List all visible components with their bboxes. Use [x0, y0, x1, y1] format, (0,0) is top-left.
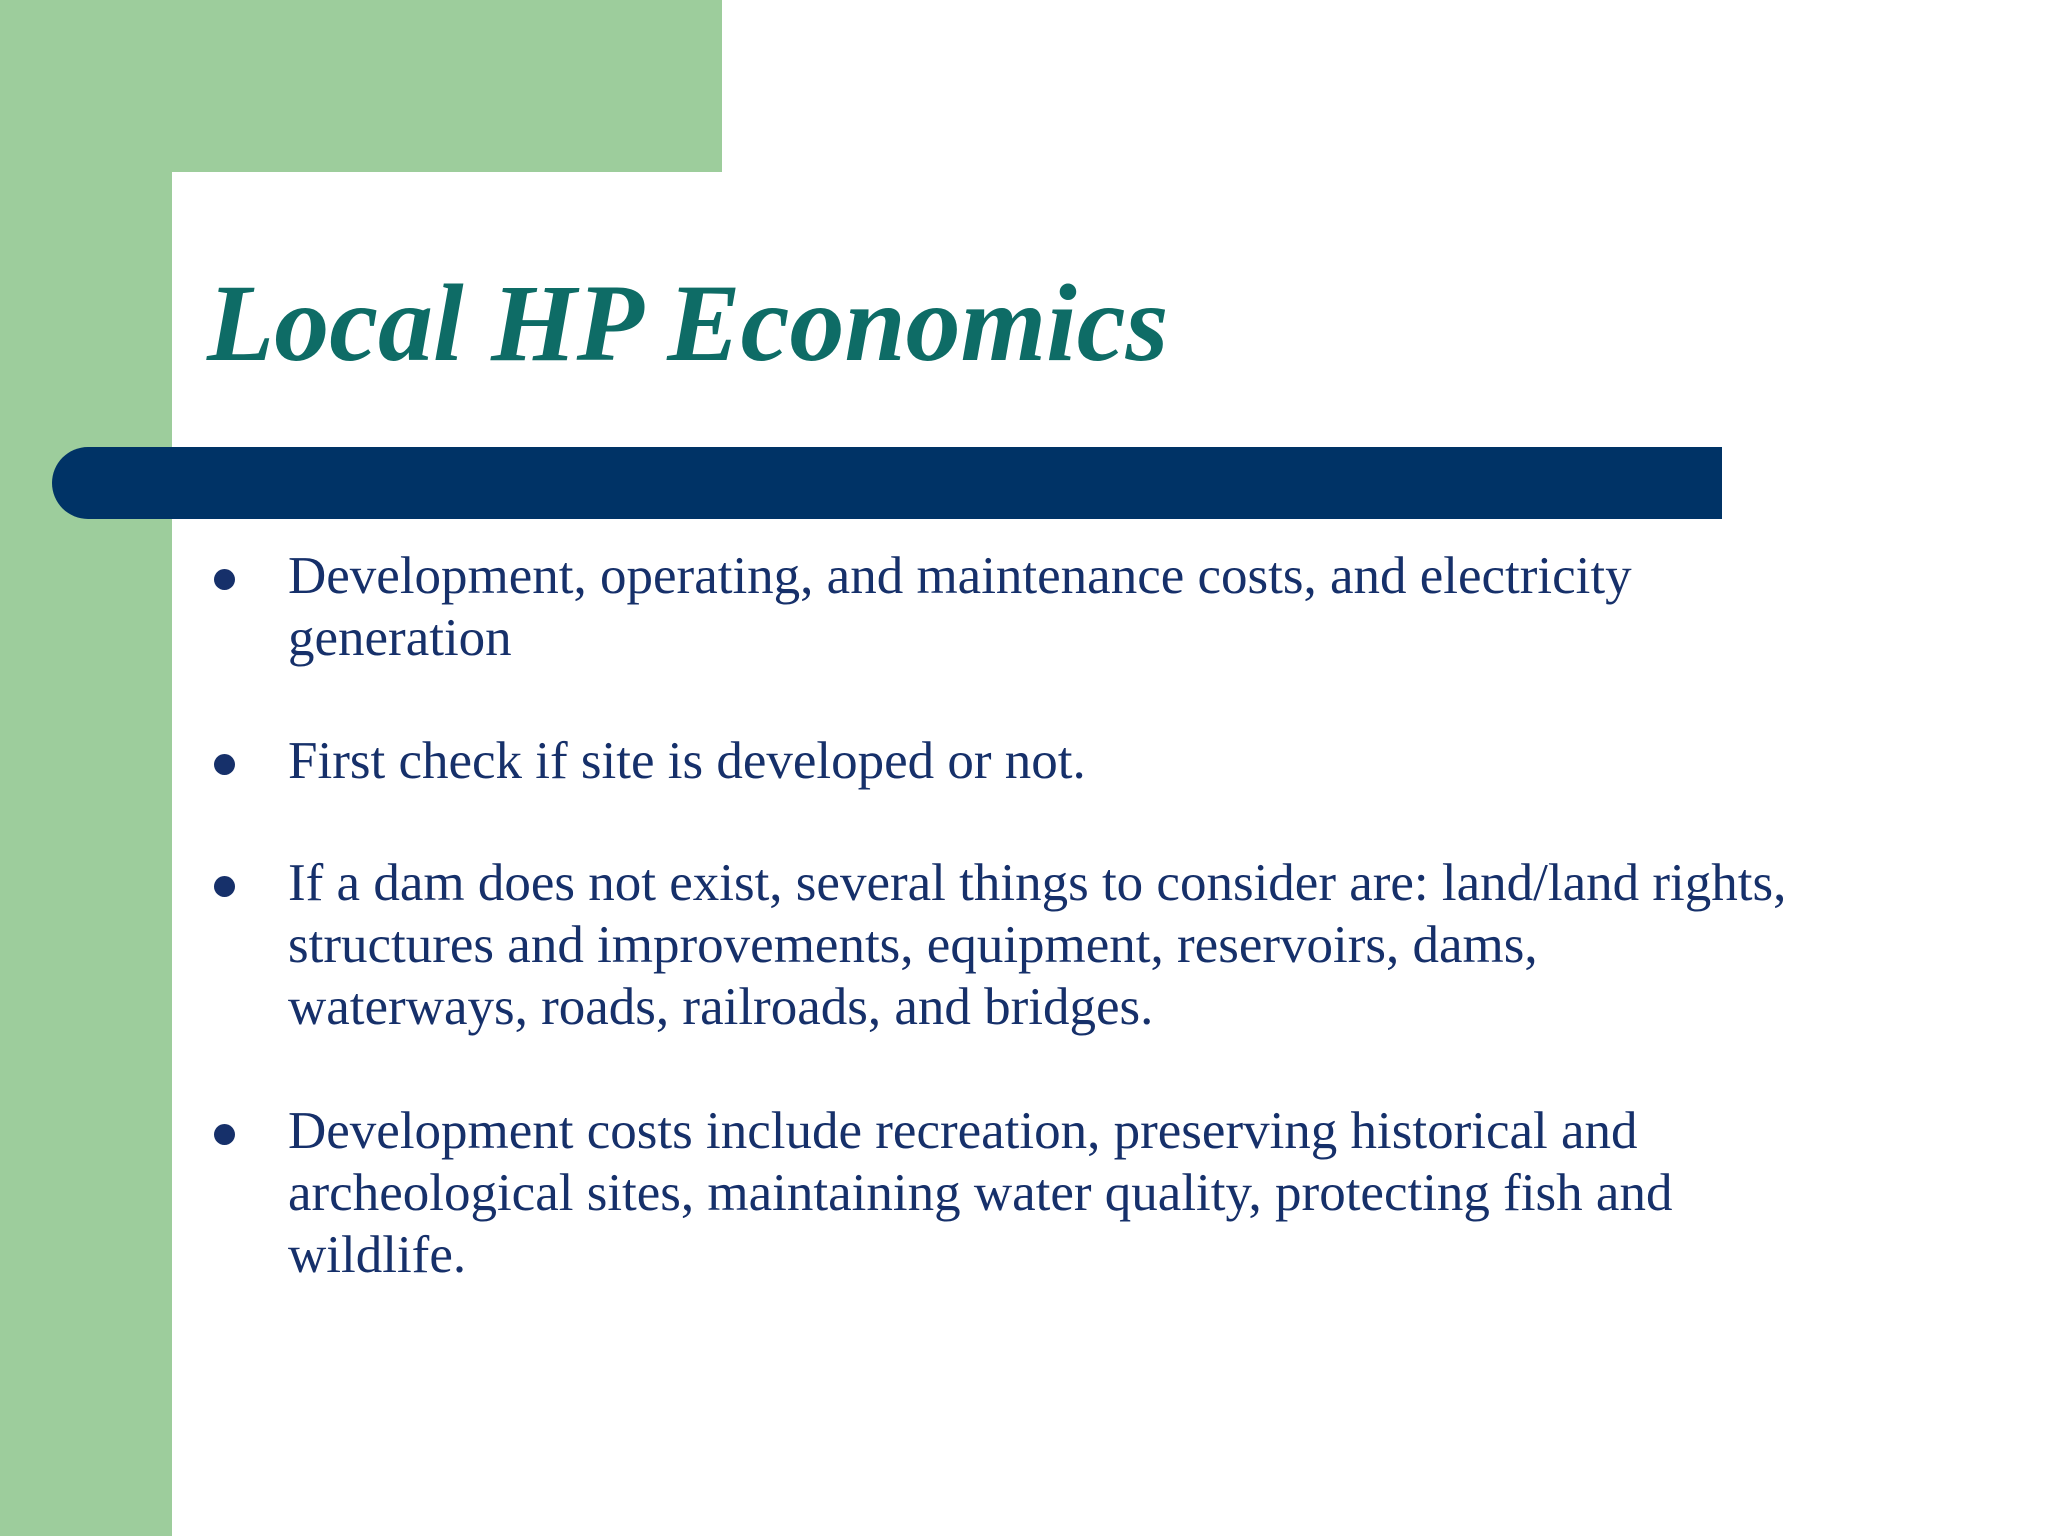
bullet-text: Development costs include recreation, preserving historical and archeological sites, maintaining water quality, protecting fish and wildlife.	[288, 1102, 1673, 1284]
bullet-text: Development, operating, and maintenance costs, and electricity generation	[288, 547, 1632, 667]
bullet-text: First check if site is developed or not.	[288, 732, 1086, 790]
green-left-band	[0, 0, 172, 1536]
slide-title: Local HP Economics	[207, 262, 1169, 384]
bullet-item	[208, 730, 1958, 792]
bullet-item	[208, 852, 1958, 1038]
bullet-dot-icon	[214, 569, 235, 590]
bullet-item	[208, 1100, 1958, 1286]
bullet-text: If a dam does not exist, several things to consider are: land/land rights, structures and improvements, equipment, reservoirs, dams, waterways, roads, railroads, and bridges.	[288, 854, 1787, 1036]
bullet-item	[208, 545, 1958, 669]
title-divider-bar	[52, 447, 1722, 519]
bullet-dot-icon	[214, 1124, 235, 1145]
bullet-dot-icon	[214, 876, 235, 897]
bullet-dot-icon	[214, 754, 235, 775]
